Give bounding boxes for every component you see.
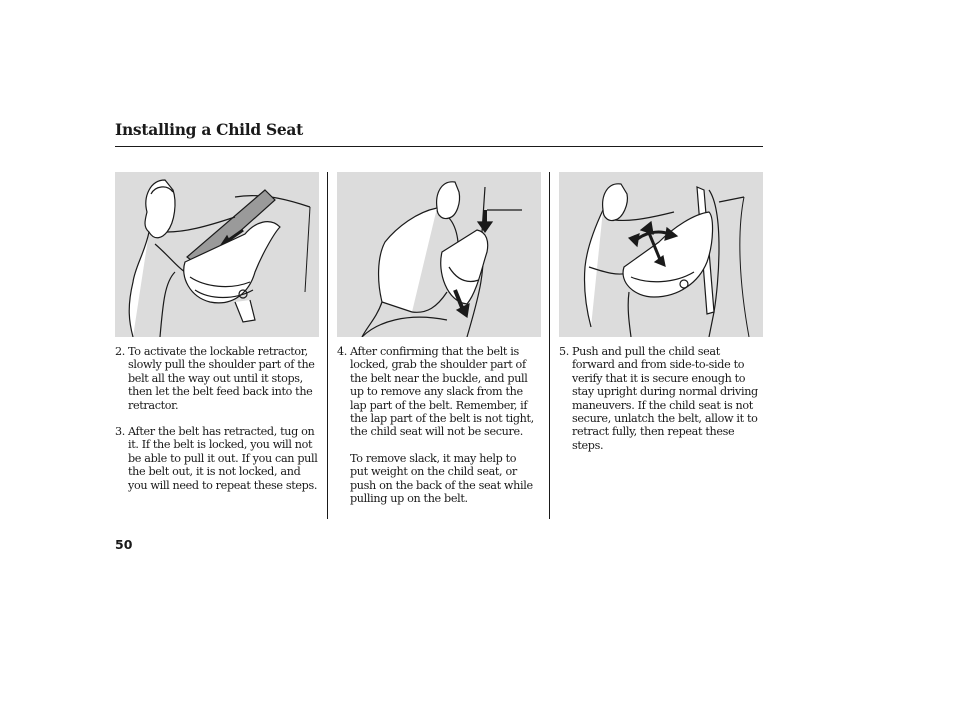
step-text: To activate the lockable retractor, slowly pull the shoulder part of the belt all the way out until it stops, then let the belt feed back into the retractor. [128,345,315,412]
slack-tip-paragraph: To remove slack, it may help to put weight on the child seat, or push on the back of the seat while pulling up on the belt. [350,451,533,506]
step-5 [559,345,769,452]
illustration-pull-belt [115,172,319,337]
column-divider [327,172,328,519]
step-number: 3. [115,425,125,439]
step-4 [337,345,547,439]
illustration-remove-slack [337,172,541,337]
step-number: 5. [559,345,569,358]
step-text: After confirming that the belt is locked, grab the shoulder part of the belt near the buckle, and pull up to remove any slack from the lap part of the belt. Remember, if the lap part of the belt is not tight, the child seat will not be secure. [350,345,534,439]
step-text: After the belt has retracted, tug on it. If the belt is locked, you will not be able to pull it out. If you can pull the belt out, it is not locked, and you will need to repeat these steps. [128,425,318,492]
title-rule [115,146,763,147]
column-1-text [115,345,325,505]
step-3 [115,425,325,492]
step-number: 4. [337,345,347,358]
step-text: Push and pull the child seat forward and from side-to-side to verify that it is secure enough to stay upright during normal driving maneuvers. If the child seat is not secure, unlatch the belt, allow it to retract fully, then repeat these steps. [572,345,758,452]
step-2 [115,345,325,412]
illustration-push-pull [559,172,763,337]
page-title: Installing a Child Seat [115,120,304,139]
column-2-text [337,345,547,505]
step-number: 2. [115,345,125,358]
column-divider [549,172,550,519]
column-3-text [559,345,769,465]
page-number: 50 [115,537,133,552]
